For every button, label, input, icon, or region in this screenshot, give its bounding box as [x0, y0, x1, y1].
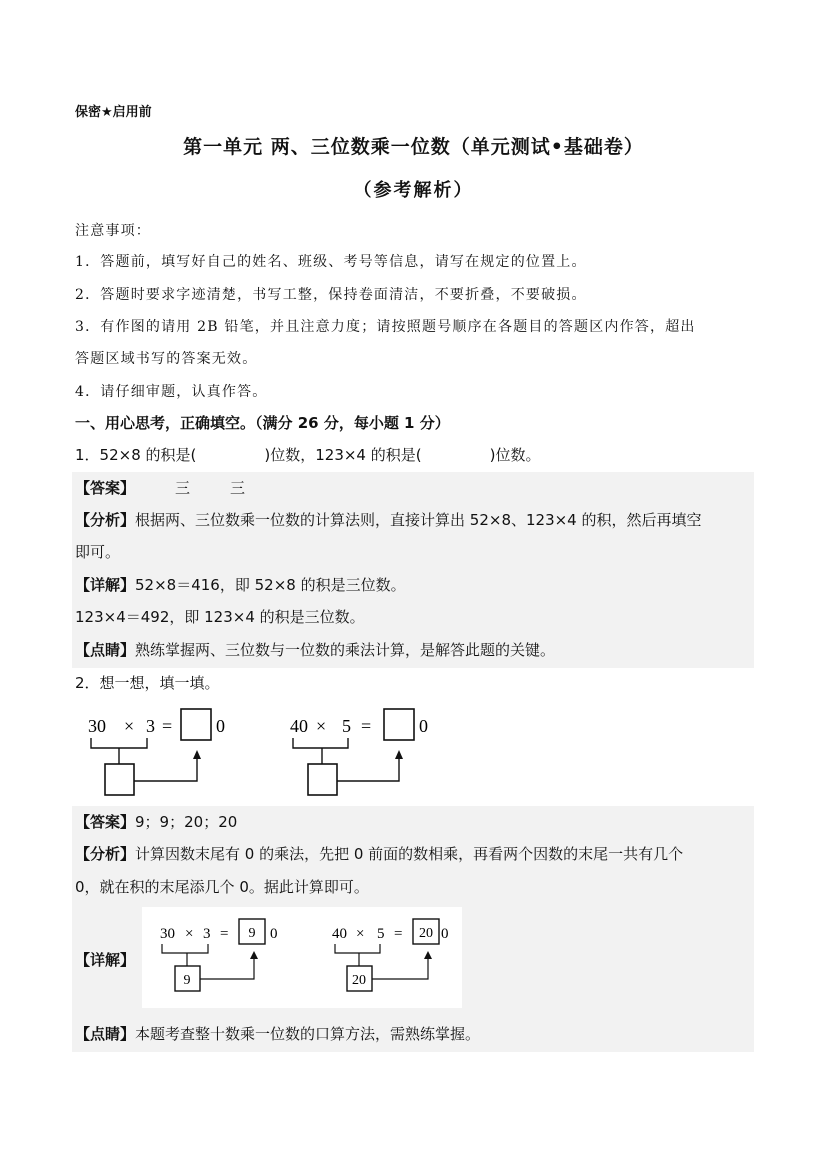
- note-item-1: 1．答题前，填写好自己的姓名、班级、考号等信息，请写在规定的位置上。: [75, 254, 587, 270]
- q2-right-suffix: 0: [419, 716, 428, 736]
- svg-text:30: 30: [160, 926, 175, 942]
- q2-detail-left-box-value: 9: [248, 926, 256, 941]
- svg-text:40: 40: [332, 926, 347, 942]
- note-item-3-line-2: 答题区域书写的答案无效。: [75, 351, 258, 367]
- q2-left-bracket: [91, 738, 147, 748]
- q1-text-b: )位数，123×4 的积是(: [264, 446, 422, 464]
- q1-analysis-line-1: 根据两、三位数乘一位数的计算法则，直接计算出 52×8、123×4 的积，然后再填空: [135, 511, 702, 529]
- q2-detail-right: [332, 919, 449, 991]
- q1-detail-label: 【详解】: [75, 576, 136, 594]
- q2-detail-left: [160, 919, 278, 991]
- q2-left-factor-a: 30: [88, 716, 106, 736]
- q2-right-bracket: [293, 738, 348, 748]
- q1-text-c: )位数。: [489, 446, 541, 464]
- q2-figure-right: [290, 709, 428, 795]
- q2-figure-left: [88, 709, 225, 795]
- note-item-2: 2．答题时要求字迹清楚，书写工整，保持卷面清洁，不要折叠，不要破损。: [75, 287, 587, 303]
- q2-prompt: 2．想一想，填一填。: [75, 674, 220, 692]
- svg-text:×: ×: [185, 926, 194, 942]
- q2-analysis: [75, 843, 683, 864]
- q1-detail-line-1: 52×8＝416，即 52×8 的积是三位数。: [135, 576, 406, 594]
- q2-point: [75, 1023, 480, 1044]
- svg-text:=: =: [394, 926, 403, 942]
- q2-answer-label: 【答案】: [75, 813, 136, 831]
- q1-analysis-label: 【分析】: [75, 511, 136, 529]
- page-title: 第一单元 两、三位数乘一位数（单元测试•基础卷）: [183, 136, 644, 158]
- note-item-3-line-1: 3．有作图的请用 2B 铅笔，并且注意力度；请按照题号顺序在各题目的答题区内作答，超出: [75, 319, 696, 335]
- q1-detail: [75, 574, 406, 595]
- q1-point: [75, 639, 555, 660]
- q1-analysis: [75, 509, 702, 530]
- q2-left-product-box: [105, 764, 134, 795]
- q2-right-eq: =: [361, 716, 372, 736]
- confidential-label: 保密★启用前: [75, 105, 152, 120]
- q2-answer-text: 9；9；20；20: [135, 813, 238, 831]
- page-subtitle: （参考解析）: [353, 180, 474, 201]
- q2-detail-left-bottom-value: 9: [183, 973, 191, 988]
- q2-right-answer-box: [384, 709, 414, 740]
- q2-analysis-line-1: 计算因数末尾有 0 的乘法，先把 0 前面的数相乘，再看两个因数的末尾一共有几个: [135, 845, 684, 863]
- q2-left-eq: =: [162, 716, 173, 736]
- q1-answer-label: 【答案】: [75, 479, 136, 497]
- q2-left-answer-box: [181, 709, 211, 740]
- svg-text:0: 0: [441, 926, 449, 942]
- svg-text:=: =: [220, 926, 229, 942]
- q2-point-text: 本题考查整十数乘一位数的口算方法，需熟练掌握。: [135, 1025, 481, 1043]
- q2-right-factor-b: 5: [342, 716, 351, 736]
- q2-detail-right-bottom-value: 20: [352, 973, 366, 988]
- svg-text:×: ×: [356, 926, 365, 942]
- q1-detail-line-2: 123×4＝492，即 123×4 的积是三位数。: [75, 608, 365, 626]
- q2-point-label: 【点睛】: [75, 1025, 136, 1043]
- svg-text:3: 3: [203, 926, 211, 942]
- q2-figure: [80, 702, 450, 802]
- q2-analysis-line-2: 0，就在积的末尾添几个 0。据此计算即可。: [75, 878, 369, 896]
- q1-answer: [75, 477, 245, 498]
- q1-text-a: 1．52×8 的积是(: [75, 446, 197, 464]
- q1-answer-value-2: 三: [230, 479, 246, 497]
- note-item-4: 4．请仔细审题，认真作答。: [75, 384, 268, 400]
- q2-detail-label: 【详解】: [75, 951, 136, 969]
- q2-right-arrow-head: [395, 750, 403, 759]
- svg-text:5: 5: [377, 926, 385, 942]
- q2-left-arrow-line: [134, 757, 197, 781]
- notes-heading: 注意事项：: [75, 223, 151, 239]
- q2-detail-right-box-value: 20: [419, 926, 433, 941]
- q2-detail-figure: [142, 907, 462, 1008]
- q1-answer-value-1: 三: [175, 479, 191, 497]
- q2-answer: [75, 811, 237, 832]
- section-heading: 一、用心思考，正确填空。（满分 26 分，每小题 1 分）: [75, 414, 450, 432]
- q1-point-text: 熟练掌握两、三位数与一位数的乘法计算，是解答此题的关键。: [135, 641, 556, 659]
- question-1: [75, 444, 540, 465]
- q2-right-op: ×: [316, 716, 327, 736]
- svg-text:0: 0: [270, 926, 278, 942]
- q1-analysis-line-2: 即可。: [75, 543, 121, 561]
- q2-left-arrow-head: [193, 750, 201, 759]
- q2-left-op: ×: [124, 716, 135, 736]
- q1-point-label: 【点睛】: [75, 641, 136, 659]
- q2-right-factor-a: 40: [290, 716, 308, 736]
- q2-analysis-label: 【分析】: [75, 845, 136, 863]
- q2-right-arrow-line: [337, 757, 399, 781]
- q2-left-suffix: 0: [216, 716, 225, 736]
- q2-left-factor-b: 3: [146, 716, 155, 736]
- q2-right-product-box: [308, 764, 337, 795]
